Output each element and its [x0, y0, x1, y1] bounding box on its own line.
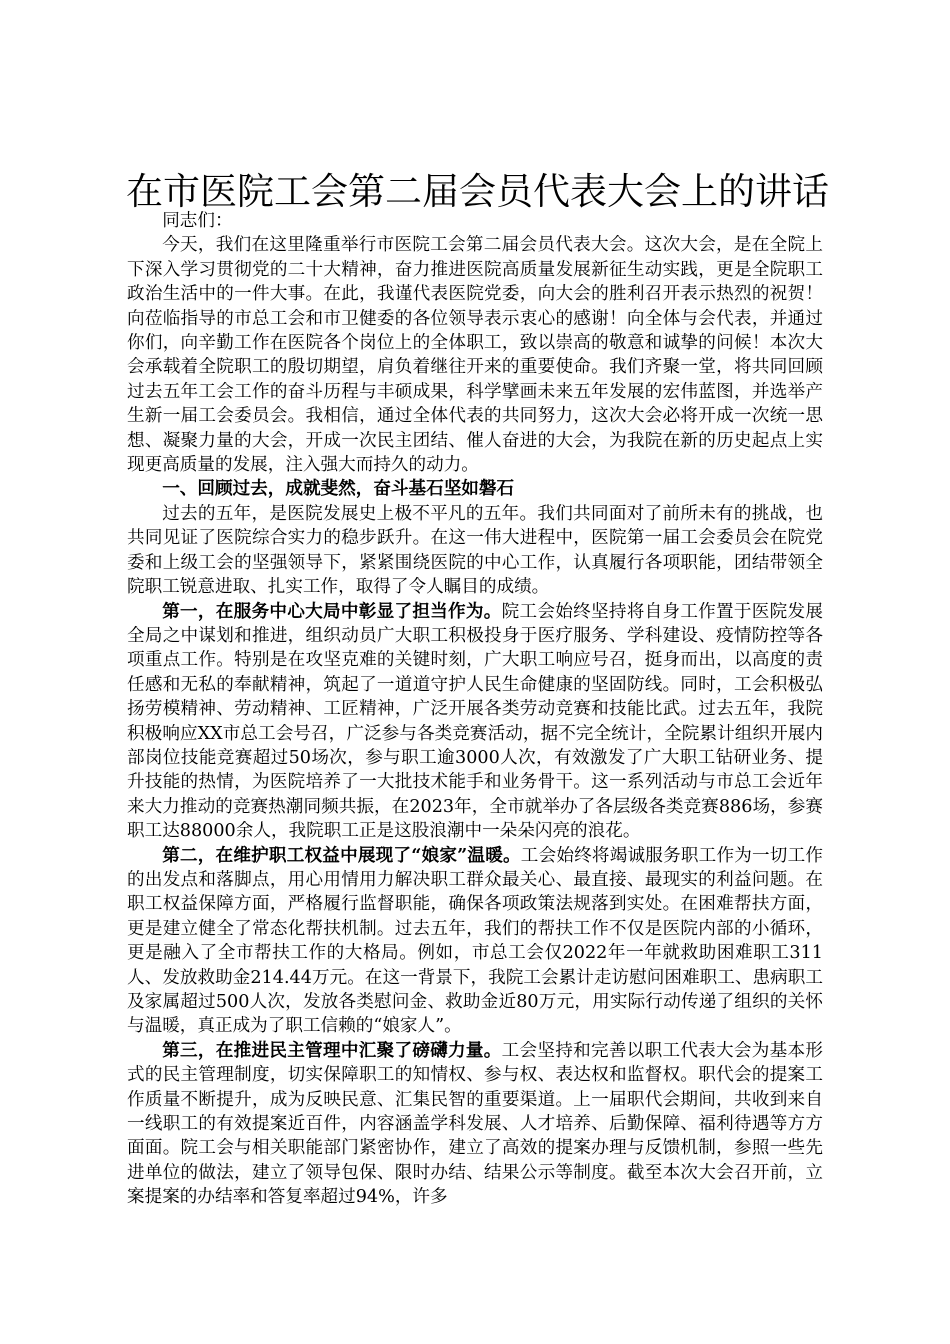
point-one-text: 院工会始终坚持将自身工作置于医院发展全局之中谋划和推进，组织动员广大职工积极投身于医疗服务、学科建设、疫情防控等各项重点工作。特别是在攻坚克难的关键时刻，广大职工响应号召，挺身而出，以高度的责任感和无私的奉献精神，筑起了一道道守护人民生命健康的坚固防线。同时，工会积极弘扬劳模精神、劳动精神、工匠精神，广泛开展各类劳动竞赛和技能比武。过去五年，我院积极响应XX市总工会号召，广泛参与各类竞赛活动，据不完全统计，全院累计组织开展内部岗位技能竞赛超过50场次，参与职工逾3000人次，有效激发了广大职工钻研业务、提升技能的热情，为医院培养了一大批技术能手和业务骨干。这一系列活动与市总工会近年来大力推动的竞赛热潮同频共振，在2023年，全市就举办了各层级各类竞赛886场，参赛职工达88000余人，我院职工正是这股浪潮中一朵朵闪亮的浪花。 — [127, 601, 823, 842]
section-heading: 一、回顾过去，成就斐然，奋斗基石坚如磐石 — [162, 478, 515, 500]
salutation: 同志们： — [162, 211, 233, 231]
point-one-paragraph — [127, 600, 823, 844]
point-two-lead: 第二，在维护职工权益中展现了“娘家”温暖。 — [162, 844, 521, 866]
point-three-lead: 第三，在推进民主管理中汇聚了磅礴力量。 — [162, 1039, 502, 1061]
point-three-paragraph — [127, 1039, 823, 1210]
intro-paragraph: 今天，我们在这里隆重举行市医院工会第二届会员代表大会。这次大会，是在全院上下深入学习贯彻党的二十大精神，奋力推进医院高质量发展新征生动实践，更是全院职工政治生活中的一件大事。在此，我谨代表医院党委，向大会的胜利召开表示热烈的祝贺！向莅临指导的市总工会和市卫健委的各位领导表示衷心的感谢！向全体与会代表，并通过你们，向辛勤工作在医院各个岗位上的全体职工，致以崇高的敬意和诚挚的问候！本次大会承载着全院职工的殷切期望，肩负着继往开来的重要使命。我们齐聚一堂，将共同回顾过去五年工会工作的奋斗历程与丰硕成果，科学擘画未来五年发展的宏伟蓝图，并选举产生新一届工会委员会。我相信，通过全体代表的共同努力，这次大会必将开成一次统一思想、凝聚力量的大会，开成一次民主团结、催人奋进的大会，为我院在新的历史起点上实现更高质量的发展，注入强大而持久的动力。 — [127, 235, 823, 476]
section-paragraph: 过去的五年，是医院发展史上极不平凡的五年。我们共同面对了前所未有的挑战，也共同见证了医院综合实力的稳步跃升。在这一伟大进程中，医院第一届工会委员会在院党委和上级工会的坚强领导下，紧紧围绕医院的中心工作，认真履行各项职能，团结带领全院职工锐意进取、扎实工作，取得了令人瞩目的成绩。 — [127, 503, 823, 598]
point-one-lead: 第一，在服务中心大局中彰显了担当作为。 — [162, 600, 502, 622]
document-body — [127, 209, 823, 1210]
point-two-text: 工会始终将竭诚服务职工作为一切工作的出发点和落脚点，用心用情用力解决职工群众最关心、最直接、最现实的利益问题。在职工权益保障方面，严格履行监督职能，确保各项政策法规落到实处。在困难帮扶方面，更是建立健全了常态化帮扶机制。过去五年，我们的帮扶工作不仅是医院内部的小循环，更是融入了全市帮扶工作的大格局。例如，市总工会仅2022年一年就救助困难职工311人、发放救助金214.44万元。在这一背景下，我院工会累计走访慰问困难职工、患病职工及家属超过500人次，发放各类慰问金、救助金近80万元，用实际行动传递了组织的关怀与温暖，真正成为了职工信赖的“娘家人”。 — [127, 845, 823, 1037]
document-title: 在市医院工会第二届会员代表大会上的讲话 — [126, 170, 829, 213]
point-three-text: 工会坚持和完善以职工代表大会为基本形式的民主管理制度，切实保障职工的知情权、参与权、表达权和监督权。职代会的提案工作质量不断提升，成为反映民意、汇集民智的重要渠道。上一届职代会期间，共收到来自一线职工的有效提案近百件，内容涵盖学科发展、人才培养、后勤保障、福利待遇等方方面面。院工会与相关职能部门紧密协作，建立了高效的提案办理与反馈机制，参照一些先进单位的做法，建立了领导包保、限时办结、结果公示等制度。截至本次大会召开前，立案提案的办结率和答复率超过94%，许多 — [127, 1040, 823, 1208]
point-two-paragraph — [127, 844, 823, 1039]
